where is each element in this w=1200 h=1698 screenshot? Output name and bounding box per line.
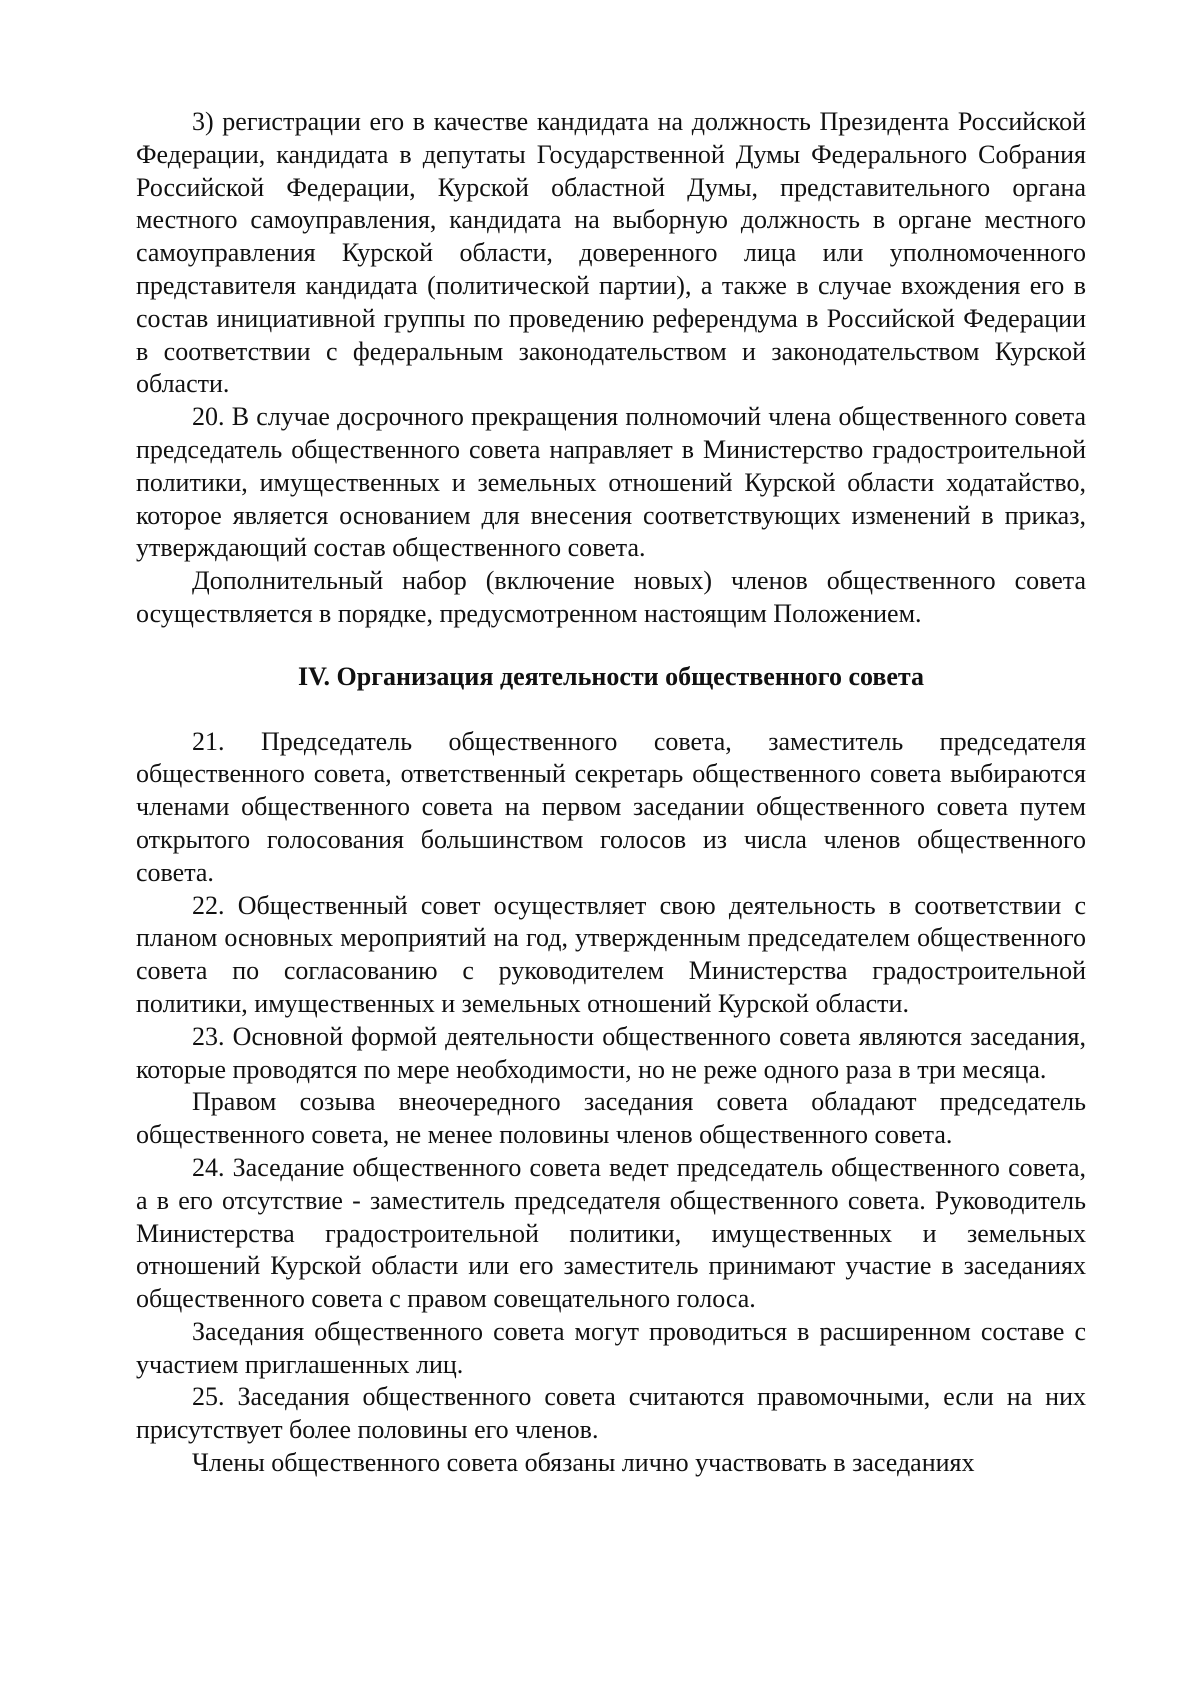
paragraph-clause-22: 22. Общественный совет осуществляет свою деятельность в соответствии с планом основных мероприятий на год, утвержденным председателем общественного совета по согласованию с руководителем Министерства градостроительной политики, имущественных и земельных отношений Курской области. bbox=[136, 890, 1086, 1018]
paragraph-additional-recruitment: Дополнительный набор (включение новых) членов общественного совета осуществляется в порядке, предусмотренном настоящим Положением. bbox=[136, 566, 1086, 628]
section-heading: IV. Организация деятельности общественного совета bbox=[297, 661, 925, 691]
paragraph-extraordinary-meeting: Правом созыва внеочередного заседания совета обладают председатель общественного совета, не менее половины членов общественного совета. bbox=[136, 1087, 1086, 1150]
paragraph-extended-meetings: Заседания общественного совета могут проводиться в расширенном составе с участием приглашенных лиц. bbox=[136, 1316, 1086, 1379]
paragraph-clause-24: 24. Заседание общественного совета ведет председатель общественного совета, а в его отсутствие - заместитель председателя общественного совета. Руководитель Министерства градостроительной политики, имущественных и земельных отношений Курской области или его заместитель принимают участие в заседаниях общественного совета с правом совещательного голоса. bbox=[136, 1152, 1086, 1314]
paragraph-clause-25: 25. Заседания общественного совета считаются правомочными, если на них присутствует более половины его членов. bbox=[136, 1382, 1086, 1445]
paragraph-members-obligation: Члены общественного совета обязаны лично участвовать в заседаниях bbox=[192, 1448, 975, 1478]
paragraph-clause-21: 21. Председатель общественного совета, заместитель председателя общественного совета, ответственный секретарь общественного совета выбираются членами общественного совета на первом заседании общественного совета путем открытого голосования большинством голосов из числа членов общественного совета. bbox=[136, 726, 1086, 887]
paragraph-clause-23: 23. Основной формой деятельности общественного совета являются заседания, которые проводятся по мере необходимости, но не реже одного раза в три месяца. bbox=[136, 1021, 1086, 1084]
paragraph-item-3: 3) регистрации его в качестве кандидата на должность Президента Российской Федерации, кандидата в депутаты Государственной Думы Федерального Собрания Российской Федерации, Курской областной Думы, представительного органа местного самоуправления, кандидата на выборную должность в органе местного самоуправления Курской области, доверенного лица или уполномоченного представителя кандидата (политической партии), а также в случае вхождения его в состав инициативной группы по проведению референдума в Российской Федерации в соответствии с федеральным законодательством и законодательством Курской области. bbox=[136, 107, 1086, 399]
paragraph-clause-20: 20. В случае досрочного прекращения полномочий члена общественного совета председатель общественного совета направляет в Министерство градостроительной политики, имущественных и земельных отношений Курской области ходатайство, которое является основанием для внесения соответствующих изменений в приказ, утверждающий состав общественного совета. bbox=[136, 402, 1086, 563]
document-body bbox=[136, 106, 1086, 1480]
